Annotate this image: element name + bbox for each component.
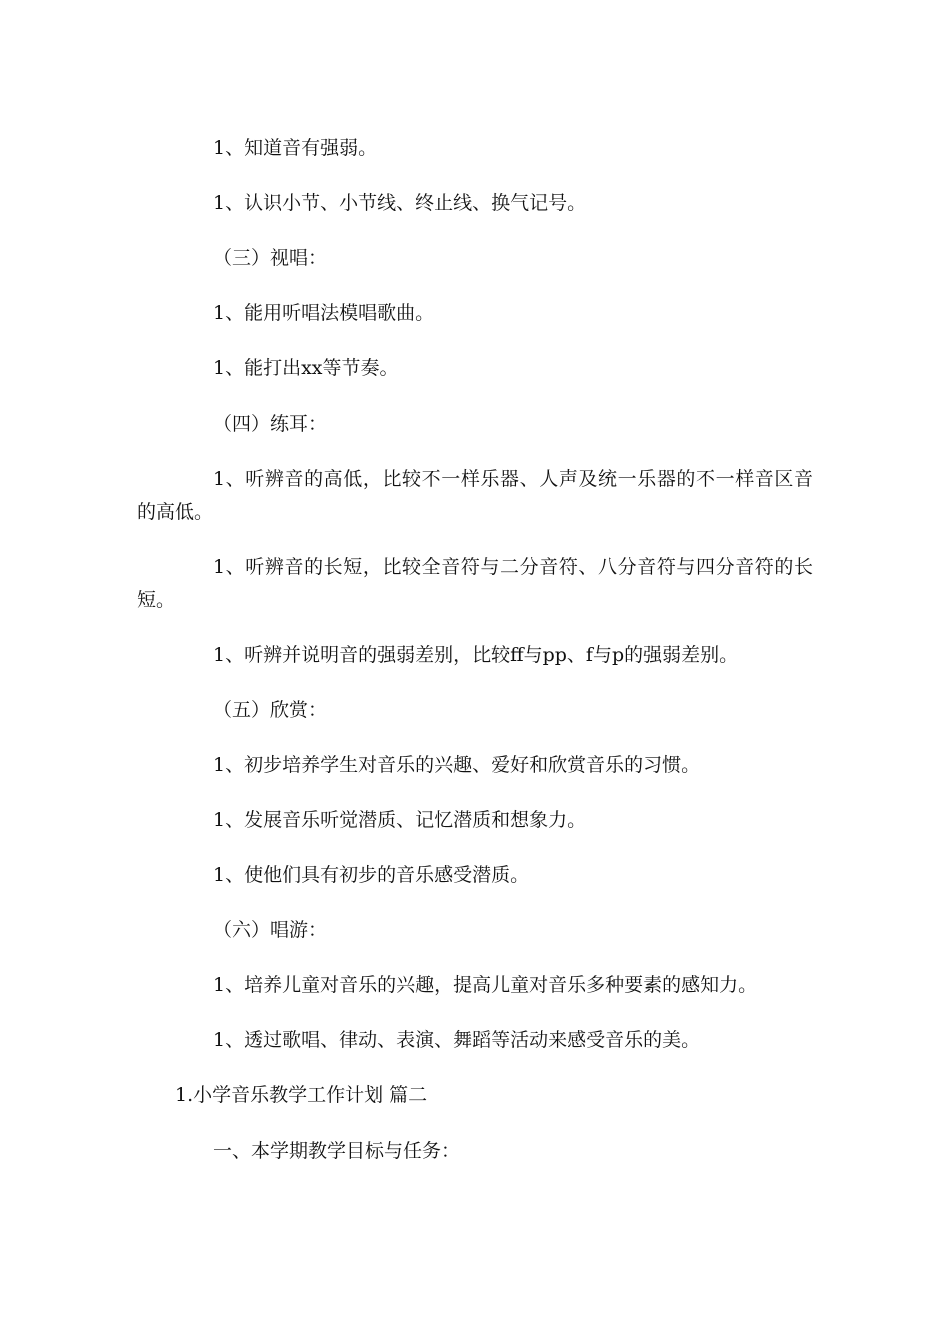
paragraph-dynamics: 1、听辨并说明音的强弱差别，比较ff与pp、f与p的强弱差别。: [213, 644, 739, 666]
paragraph-bar-lines: 1、认识小节、小节线、终止线、换气记号。: [213, 192, 587, 214]
paragraph-musical-feeling: 1、使他们具有初步的音乐感受潜质。: [213, 864, 530, 886]
paragraph-listening-ability: 1、发展音乐听觉潜质、记忆潜质和想象力。: [213, 809, 587, 831]
section-title-part-two: 1.小学音乐教学工作计划 篇二: [175, 1084, 428, 1106]
section-heading-sight-singing: （三）视唱：: [213, 247, 328, 269]
paragraph-perception: 1、培养儿童对音乐的兴趣，提高儿童对音乐多种要素的感知力。: [213, 974, 758, 996]
paragraph-rote-singing: 1、能用听唱法模唱歌曲。: [213, 302, 435, 324]
section-heading-appreciation: （五）欣赏：: [213, 699, 328, 721]
subheading-semester-goals: 一、本学期教学目标与任务：: [213, 1140, 461, 1162]
paragraph-duration: 1、听辨音的长短，比较全音符与二分音符、八分音符与四分音符的长短。: [137, 556, 813, 611]
paragraph-sound-strength: 1、知道音有强弱。: [213, 137, 378, 159]
paragraph-rhythm: 1、能打出xx等节奏。: [213, 357, 399, 379]
section-heading-ear-training: （四）练耳：: [213, 413, 328, 435]
paragraph-interest: 1、初步培养学生对音乐的兴趣、爱好和欣赏音乐的习惯。: [213, 754, 701, 776]
paragraph-activities: 1、透过歌唱、律动、表演、舞蹈等活动来感受音乐的美。: [213, 1029, 701, 1051]
section-heading-singing-games: （六）唱游：: [213, 919, 328, 941]
paragraph-pitch: 1、听辨音的高低，比较不一样乐器、人声及统一乐器的不一样音区音的高低。: [137, 468, 813, 523]
